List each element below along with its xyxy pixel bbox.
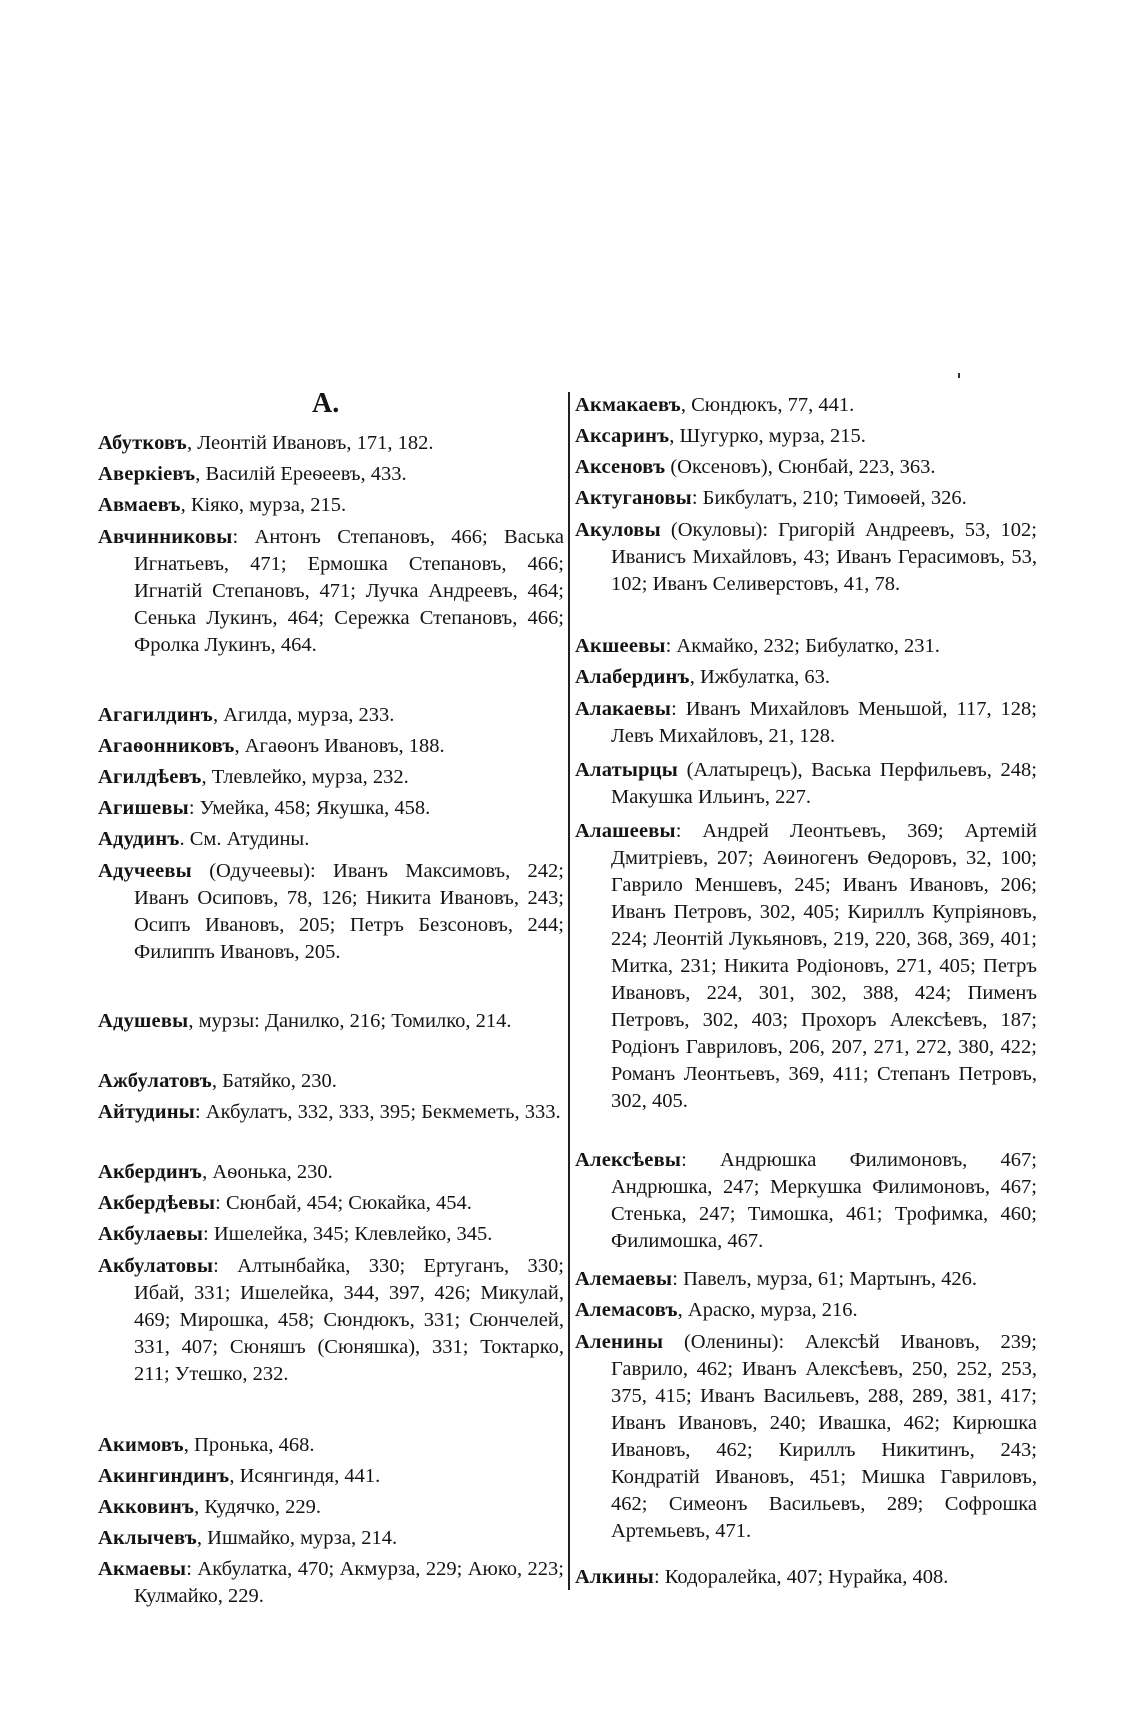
- index-entry: [98, 524, 564, 659]
- entry-text: , Кудячко, 229.: [194, 1496, 321, 1518]
- entry-text: , Сюндюкъ, 77, 441.: [680, 394, 855, 416]
- entry-name: Алакаевы: [575, 698, 672, 720]
- entry-text: , Пронька, 468.: [183, 1434, 315, 1456]
- index-entry: [98, 1494, 564, 1521]
- entry-text: (Оксеновъ), Сюнбай, 223, 363.: [665, 456, 936, 478]
- index-entry: [575, 818, 1037, 1115]
- index-entry: [98, 1525, 564, 1552]
- index-entry: [98, 1253, 564, 1388]
- entry-text: : Кодоралейка, 407; Нурайка, 408.: [653, 1566, 949, 1588]
- index-entry: [575, 1266, 1037, 1293]
- entry-name: Адучеевы: [98, 860, 192, 882]
- index-entry: [575, 485, 1037, 512]
- index-entry: [98, 430, 564, 457]
- entry-name: Акмаевы: [98, 1558, 187, 1580]
- index-entry: [575, 1147, 1037, 1255]
- index-entry: [98, 1432, 564, 1459]
- entry-name: Аксеновъ: [575, 456, 666, 478]
- entry-name: Акмакаевъ: [575, 394, 681, 416]
- index-entry: [575, 392, 1037, 419]
- entry-name: Алатырцы: [575, 759, 678, 781]
- index-entry: [575, 454, 1037, 481]
- index-entry: [98, 733, 564, 760]
- entry-name: Авмаевъ: [98, 494, 181, 516]
- index-entry: [98, 858, 564, 966]
- entry-text: (Оленины): Алексѣй Ивановъ, 239; Гаврило, 462; Иванъ Алексѣевъ, 250, 252, 253, 375, 415; Иванъ Васильевъ, 288, 289, 381, 417; Иванъ Ивановъ, 240; Ивашка, 462; Кирюшка Ивановъ, 462; Кириллъ Никитинъ, 243; Кондратій Ивановъ, 451; Мишка Гавриловъ, 462; Симеонъ Васильевъ, 289; Софрошка Артемьевъ, 471.: [611, 1331, 1037, 1542]
- index-entry: [98, 795, 564, 822]
- entry-text: : Умейка, 458; Якушка, 458.: [188, 797, 431, 819]
- entry-name: Аклычевъ: [98, 1527, 197, 1549]
- index-entry: [98, 1159, 564, 1186]
- index-entry: [575, 517, 1037, 598]
- entry-name: Акшеевы: [575, 635, 666, 657]
- entry-name: Ажбулатовъ: [98, 1070, 212, 1092]
- index-entry: [98, 1190, 564, 1217]
- entry-name: Алемасовъ: [575, 1299, 678, 1321]
- entry-name: Акбердѣевы: [98, 1192, 216, 1214]
- index-entry: [575, 696, 1037, 750]
- entry-text: : Андрей Леонтьевъ, 369; Артемій Дмитріевъ, 207; Аѳиногенъ Ѳедоровъ, 32, 100; Гаврило Меншевъ, 245; Иванъ Ивановъ, 206; Иванъ Петровъ, 302, 405; Кириллъ Купріяновъ, 224; Леонтій Лукьяновъ, 219, 220, 368, 369, 401; Митка, 231; Никита Родіоновъ, 271, 405; Петръ Ивановъ, 224, 301, 302, 388, 424; Пименъ Петровъ, 302, 403; Прохоръ Алексѣевъ, 187; Родіонъ Гавриловъ, 206, 207, 271, 272, 380, 422; Романъ Леонтьевъ, 369, 411; Степанъ Петровъ, 302, 405.: [611, 820, 1037, 1112]
- entry-text: , Батяйко, 230.: [211, 1070, 337, 1092]
- entry-name: Агилдѣевъ: [98, 766, 202, 788]
- entry-name: Акбулатовы: [98, 1255, 214, 1277]
- entry-name: Алашеевы: [575, 820, 676, 842]
- entry-text: : Ишелейка, 345; Клевлейко, 345.: [203, 1223, 493, 1245]
- index-entry: [575, 1564, 1037, 1591]
- index-entry: [98, 764, 564, 791]
- entry-text: , Агилда, мурза, 233.: [212, 704, 395, 726]
- entry-name: Аленины: [575, 1331, 664, 1353]
- entry-text: : Акмайко, 232; Бибулатко, 231.: [665, 635, 940, 657]
- entry-text: , Тлевлейко, мурза, 232.: [201, 766, 409, 788]
- entry-text: , Аѳонька, 230.: [202, 1161, 333, 1183]
- index-entry: [575, 664, 1037, 691]
- index-entry: [98, 461, 564, 488]
- entry-text: , Агаѳонъ Ивановъ, 188.: [234, 735, 445, 757]
- entry-name: Акингиндинъ: [98, 1465, 230, 1487]
- entry-text: (Алатырецъ), Васька Перфильевъ, 248; Макушка Ильинъ, 227.: [611, 759, 1037, 808]
- entry-text: , Араско, мурза, 216.: [677, 1299, 858, 1321]
- entry-text: , Василій Ереѳеевъ, 433.: [195, 463, 407, 485]
- entry-text: : Сюнбай, 454; Сюкайка, 454.: [215, 1192, 472, 1214]
- entry-text: , Исянгиндя, 441.: [229, 1465, 381, 1487]
- entry-text: (Окуловы): Григорій Андреевъ, 53, 102; Иванисъ Михайловъ, 43; Иванъ Герасимовъ, 53, 102; Иванъ Селиверстовъ, 41, 78.: [611, 519, 1037, 595]
- entry-text: : Антонъ Степановъ, 466; Васька Игнатьевъ, 471; Ермошка Степановъ, 466; Игнатій Степановъ, 471; Лучка Андреевъ, 464; Сенька Лукинъ, 464; Сережка Степановъ, 466; Фролка Лукинъ, 464.: [134, 526, 564, 656]
- index-entry: [98, 1463, 564, 1490]
- index-entry: [575, 633, 1037, 660]
- index-entry: [575, 757, 1037, 811]
- entry-name: Акбулаевы: [98, 1223, 204, 1245]
- entry-text: , Леонтій Ивановъ, 171, 182.: [186, 432, 434, 454]
- entry-name: Адудинъ: [98, 828, 180, 850]
- entry-name: Акимовъ: [98, 1434, 184, 1456]
- entry-name: Алабердинъ: [575, 666, 690, 688]
- entry-name: Аксаринъ: [575, 425, 670, 447]
- entry-text: : Алтынбайка, 330; Ертуганъ, 330; Ибай, 331; Ишелейка, 344, 397, 426; Микулай, 469; Мирошка, 458; Сюндюкъ, 331; Сюнчелей, 331, 407; Сюняшъ (Сюняшка), 331; Токтарко, 211; Утешко, 232.: [134, 1255, 564, 1385]
- entry-name: Авчинниковы: [98, 526, 233, 548]
- entry-name: Алексѣевы: [575, 1149, 682, 1171]
- index-entry: [98, 826, 564, 853]
- entry-name: Агагилдинъ: [98, 704, 213, 726]
- entry-text: . См. Атудины.: [179, 828, 310, 850]
- entry-text: : Павелъ, мурза, 61; Мартынъ, 426.: [672, 1268, 977, 1290]
- entry-name: Акбердинъ: [98, 1161, 203, 1183]
- entry-text: , Ишмайко, мурза, 214.: [196, 1527, 398, 1549]
- entry-text: : Акбулатъ, 332, 333, 395; Бекмеметь, 333.: [194, 1101, 561, 1123]
- entry-text: (Одучеевы): Иванъ Максимовъ, 242; Иванъ Осиповъ, 78, 126; Никита Ивановъ, 243; Осипъ Ивановъ, 205; Петръ Безсоновъ, 244; Филиппъ Ивановъ, 205.: [134, 860, 564, 963]
- entry-name: Актугановы: [575, 487, 692, 509]
- entry-text: : Акбулатка, 470; Акмурза, 229; Аюко, 223; Кулмайко, 229.: [134, 1558, 564, 1607]
- entry-name: Айтудины: [98, 1101, 195, 1123]
- index-entry: [98, 1099, 564, 1126]
- entry-text: , Ижбулатка, 63.: [689, 666, 831, 688]
- entry-text: : Андрюшка Филимоновъ, 467; Андрюшка, 247; Меркушка Филимоновъ, 467; Стенька, 247; Тимошка, 461; Трофимка, 460; Филимошка, 467.: [611, 1149, 1037, 1252]
- index-entry: [98, 702, 564, 729]
- index-entry: [98, 1068, 564, 1095]
- index-entry: [575, 1329, 1037, 1545]
- print-speck: [958, 373, 960, 378]
- column-divider: [568, 392, 570, 1590]
- entry-text: : Бикбулатъ, 210; Тимоѳей, 326.: [691, 487, 967, 509]
- entry-text: : Иванъ Михайловъ Меньшой, 117, 128; Левъ Михайловъ, 21, 128.: [611, 698, 1037, 747]
- entry-name: Акуловы: [575, 519, 661, 541]
- entry-text: , Кіяко, мурза, 215.: [180, 494, 347, 516]
- index-entry: [98, 1221, 564, 1248]
- entry-name: Аверкіевъ: [98, 463, 196, 485]
- entry-name: Адушевы: [98, 1010, 189, 1032]
- index-entry: [98, 492, 564, 519]
- entry-name: Агаѳонниковъ: [98, 735, 235, 757]
- entry-name: Алемаевы: [575, 1268, 673, 1290]
- entry-text: , Шугурко, мурза, 215.: [669, 425, 866, 447]
- index-entry: [575, 1297, 1037, 1324]
- entry-name: Агишевы: [98, 797, 189, 819]
- index-entry: [98, 1008, 564, 1035]
- entry-name: Абутковъ: [98, 432, 187, 454]
- entry-text: , мурзы: Данилко, 216; Томилко, 214.: [188, 1010, 512, 1032]
- section-letter: А.: [312, 388, 340, 419]
- entry-name: Алкины: [575, 1566, 654, 1588]
- index-entry: [98, 1556, 564, 1610]
- index-entry: [575, 423, 1037, 450]
- entry-name: Акковинъ: [98, 1496, 195, 1518]
